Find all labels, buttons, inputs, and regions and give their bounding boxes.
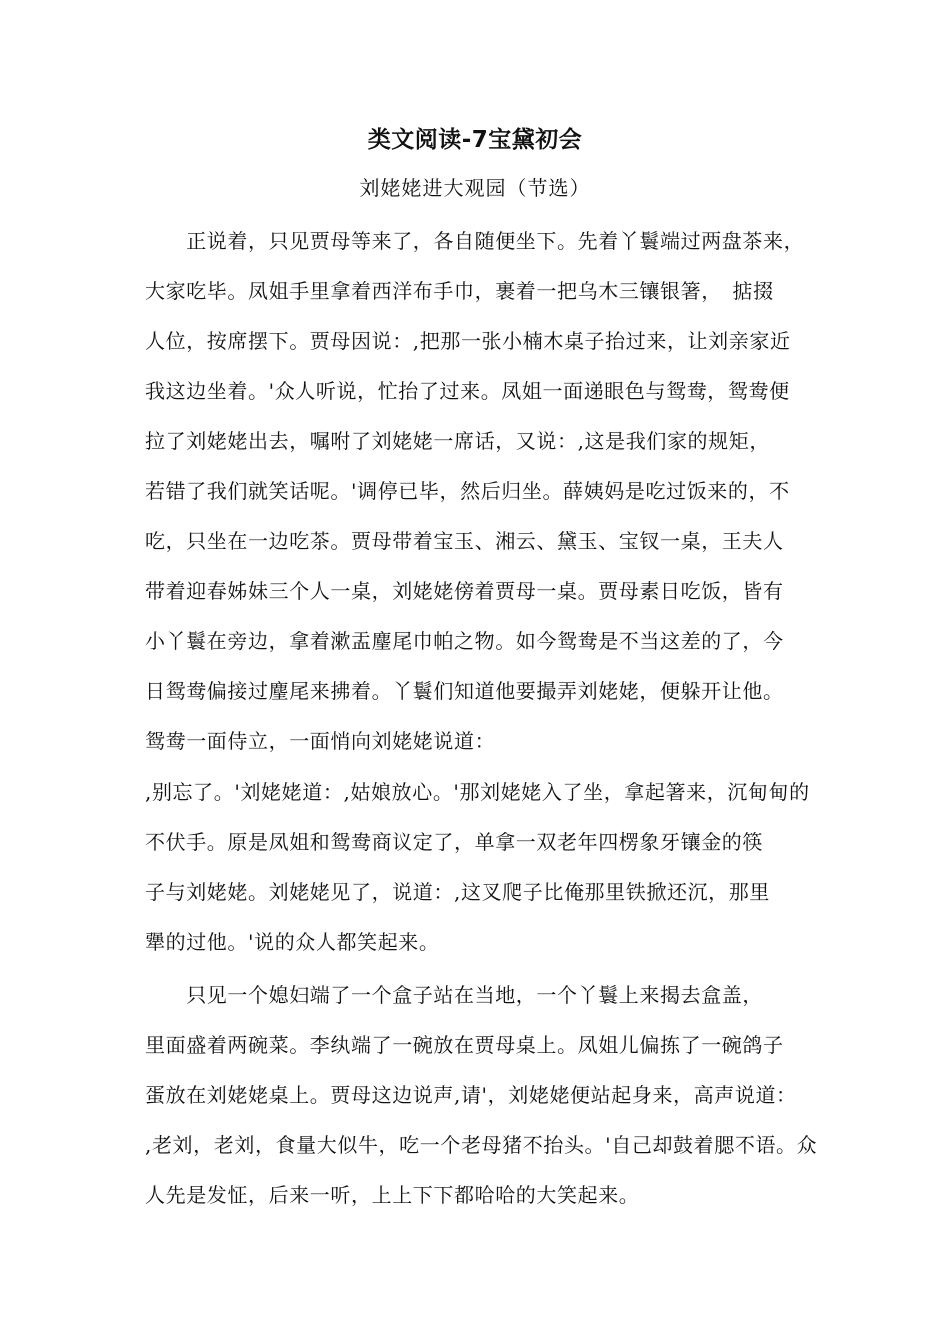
text-line: 带着迎春姊妹三个人一桌，刘姥姥傍着贾母一桌。贾母素日吃饭，皆有 (145, 579, 784, 603)
text-line: 拉了刘姥姥出去，嘱咐了刘姥姥一席话，又说：,这是我们家的规矩， (145, 429, 770, 453)
text-line: 若错了我们就笑话呢。'调停已毕，然后归坐。薛姨妈是吃过饭来的，不 (145, 479, 790, 503)
text-line: 里面盛着两碗菜。李纨端了一碗放在贾母桌上。凤姐儿偏拣了一碗鸽子 (145, 1033, 784, 1057)
text-line: 子与刘姥姥。刘姥姥见了，说道：,这叉爬子比俺那里铁掀还沉，那里 (145, 880, 770, 904)
text-line: 人位，按席摆下。贾母因说：,把那一张小楠木桌子抬过来，让刘亲家近 (145, 329, 791, 353)
text-line: 鸳鸯一面侍立，一面悄向刘姥姥说道： (145, 729, 496, 753)
text-line: 犟的过他。'说的众人都笑起来。 (145, 930, 440, 954)
text-line: 吃，只坐在一边吃茶。贾母带着宝玉、湘云、黛玉、宝钗一桌，王夫人 (145, 529, 784, 553)
text-line: 小丫鬟在旁边，拿着漱盂麈尾巾帕之物。如今鸳鸯是不当这差的了，今 (145, 629, 784, 653)
text-line: 我这边坐着。'众人听说，忙抬了过来。凤姐一面递眼色与鸳鸯，鸳鸯便 (145, 379, 790, 403)
document-subtitle: 刘姥姥进大观园（节选） (359, 176, 591, 200)
text-line: 日鸳鸯偏接过麈尾来拂着。丫鬟们知道他要撮弄刘姥姥，便躲开让他。 (145, 679, 784, 703)
text-line: ,别忘了。'刘姥姥道：,姑娘放心。'那刘姥姥入了坐，拿起箸来，沉甸甸的 (145, 780, 810, 804)
text-line: 人先是发怔，后来一听，上上下下都哈哈的大笑起来。 (145, 1183, 640, 1207)
text-line: ,老刘，老刘，食量大似牛，吃一个老母猪不抬头。'自己却鼓着腮不语。众 (145, 1133, 818, 1157)
text-line: 不伏手。原是凤姐和鸳鸯商议定了，单拿一双老年四楞象牙镶金的筷 (145, 830, 763, 854)
text-line: 蛋放在刘姥姥桌上。贾母这边说声,请'，刘姥姥便站起身来，高声说道： (145, 1083, 797, 1107)
document-title: 类文阅读-7宝黛初会 (367, 127, 583, 153)
text-line: 正说着，只见贾母等来了，各自随便坐下。先着丫鬟端过两盘茶来， (145, 229, 805, 253)
text-line: 只见一个媳妇端了一个盒子站在当地，一个丫鬟上来揭去盒盖， (145, 983, 763, 1007)
text-line: 大家吃毕。凤姐手里拿着西洋布手巾，裹着一把乌木三镶银箸， 掂掇 (145, 279, 774, 303)
